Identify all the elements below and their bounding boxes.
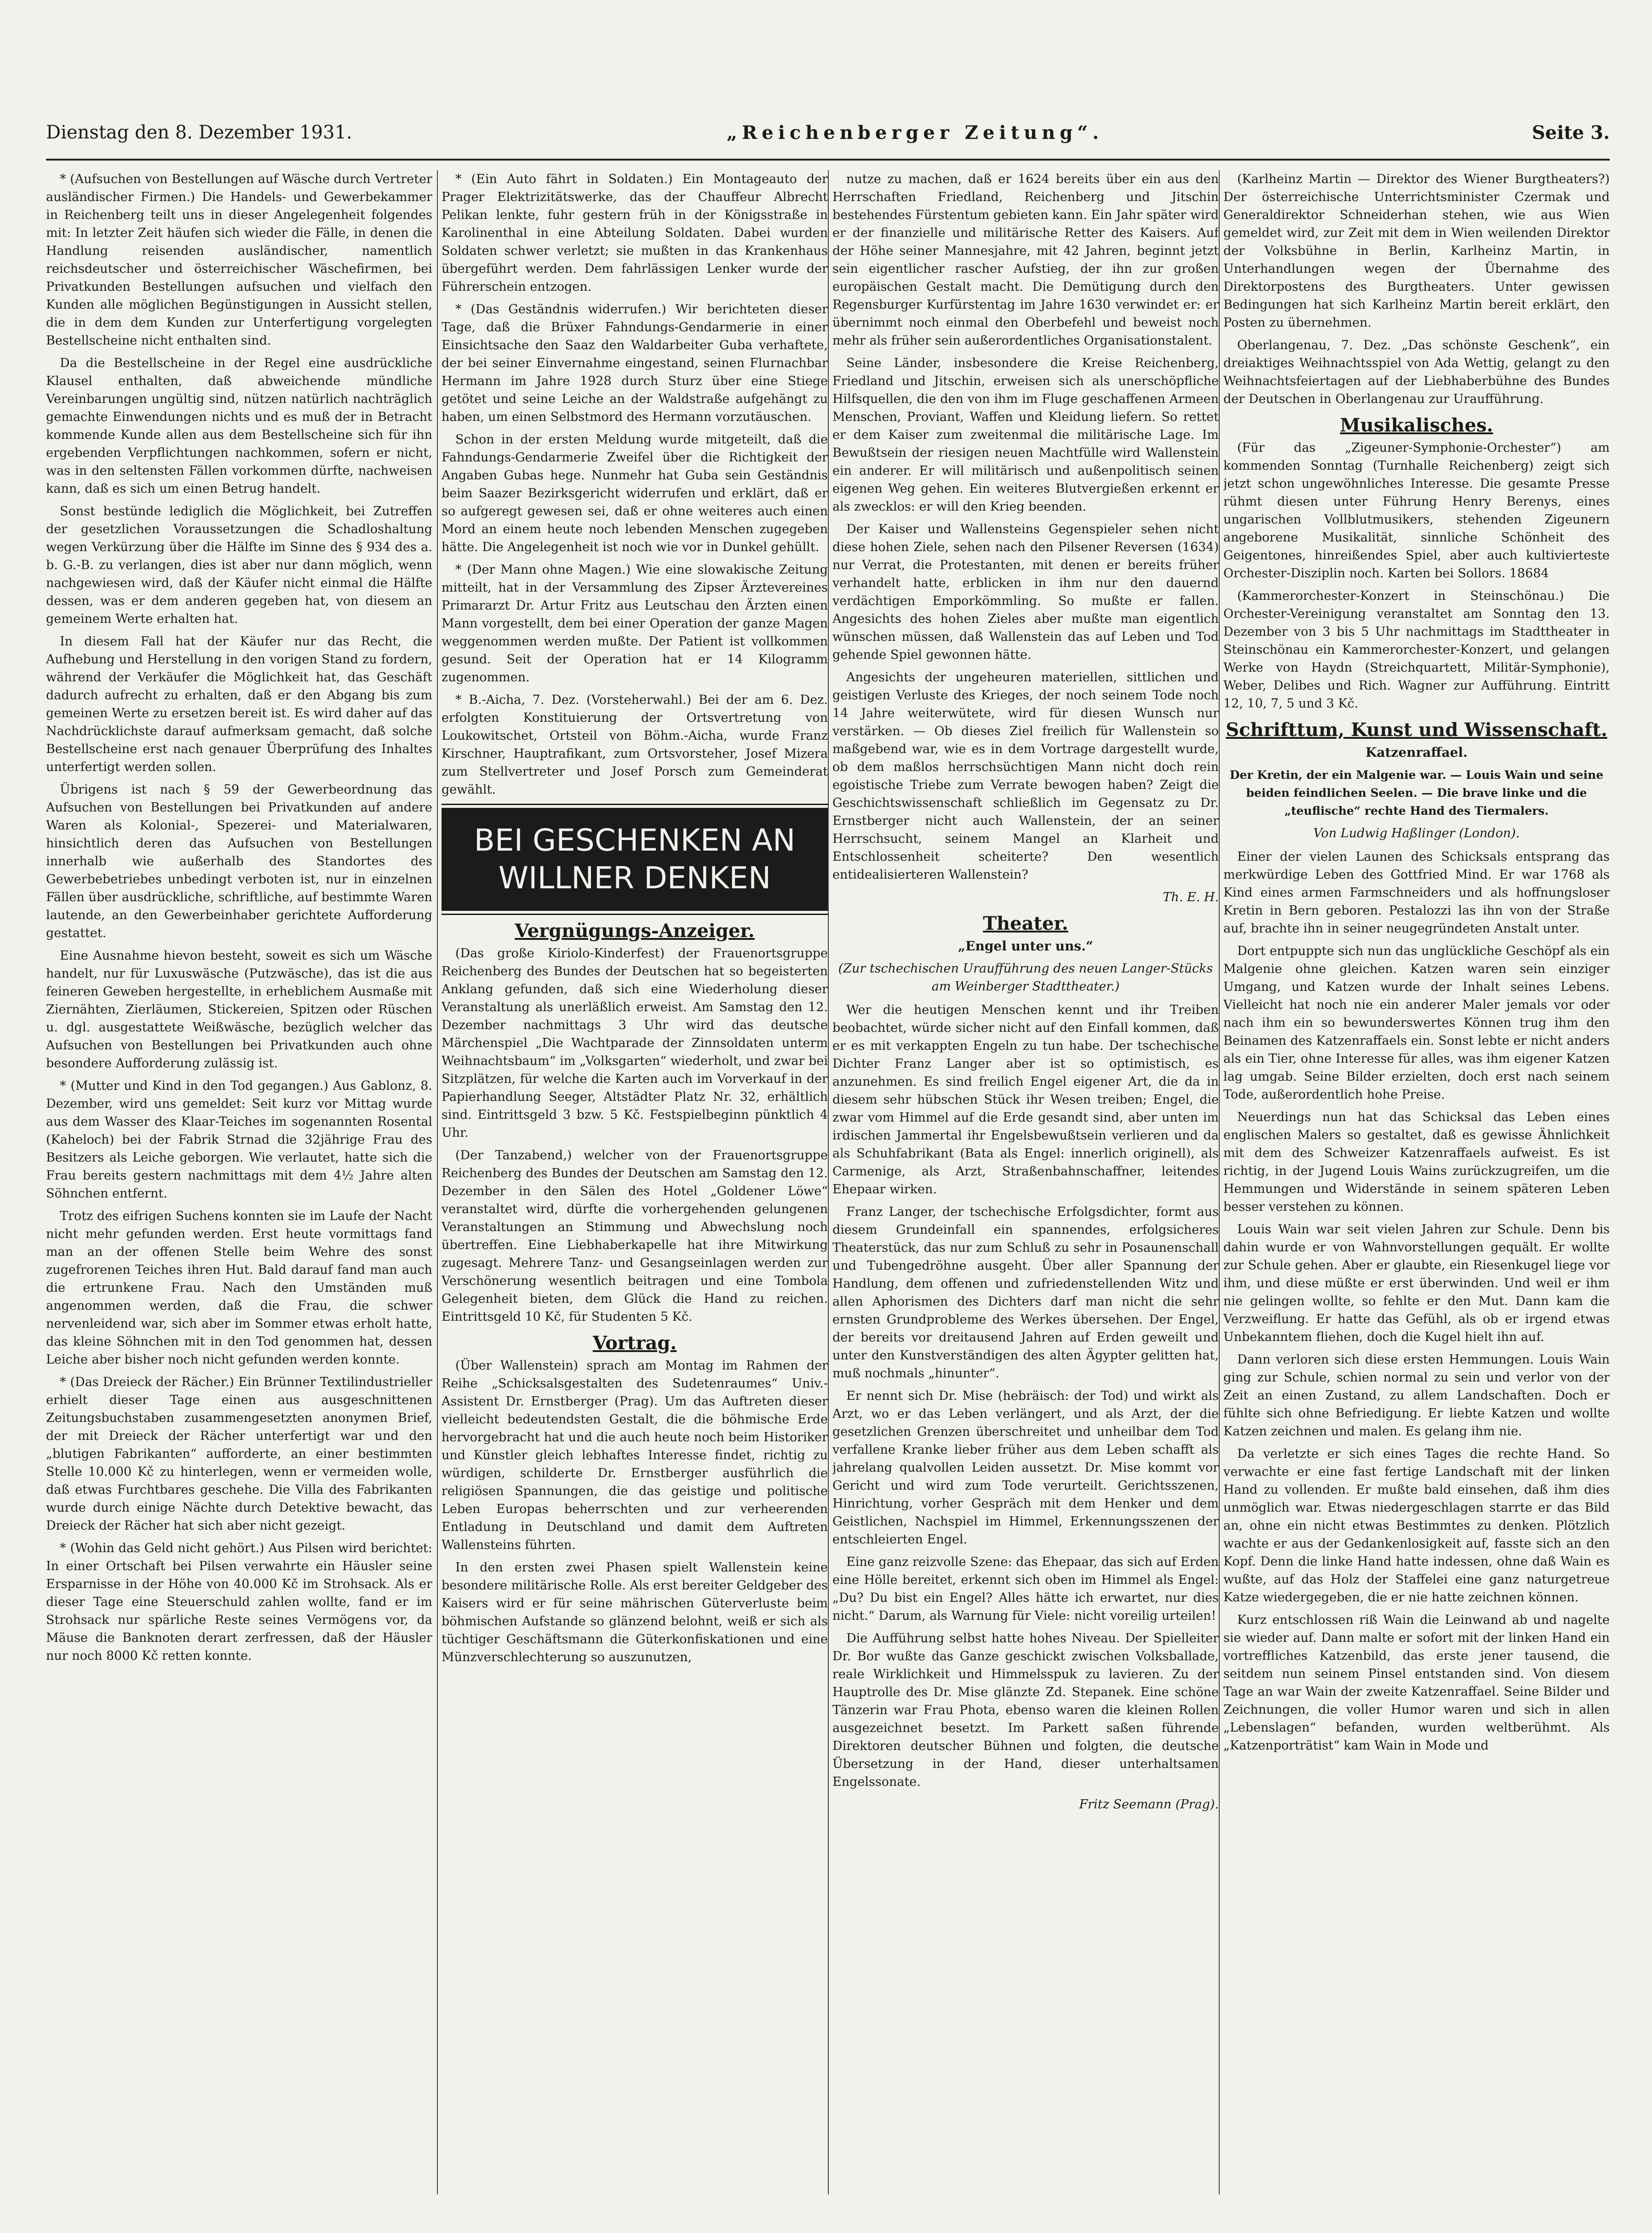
section-title-theater: Theater. <box>983 913 1068 934</box>
column-4 <box>1223 170 1610 2194</box>
column-divider <box>437 170 438 2194</box>
article-byline: Von Ludwig Haßlinger (London). <box>1313 826 1520 840</box>
article-paragraph: Übrigens ist nach § 59 der Gewerbeordnung das Aufsuchen von Bestellungen bei Privatkunden auf andere Waren als Kolonial-, Spezerei- und Materialwaren, hinsichtlich deren das Aufsuchen von Bestellungen innerhalb wie außerhalb des Standortes des Gewerbebetriebes unbedingt verboten ist, nur in einzelnen Fällen über ausdrückliche, schriftliche, auf bestimmte Waren lautende, an den Gewerbeinhaber gerichtete Aufforderung gestattet. <box>46 783 432 940</box>
header-page-number: Seite 3. <box>1532 122 1610 144</box>
article-paragraph: * B.-Aicha, 7. Dez. (Vorsteherwahl.) Bei der am 6. Dez. erfolgten Konstituierung der Ortsvertretung von Loukowitschet, Ortsteil von Böhm.-Aicha, wurde Franz Kirschner, Hauptrafikant, zum Ortsvorsteher, Josef Mizera zum Stellvertreter und Josef Porsch zum Gemeinderat gewählt. <box>442 693 828 797</box>
article-paragraph: nutze zu machen, daß er 1624 bereits über ein aus den Herrschaften Friedland, Reichenberg und Jitschin bestehendes Fürstentum gebieten kann. Ein Jahr später wird er der finanzielle und militärische Retter des Kaisers. Auf der Höhe seiner Mannesjahre, mit 42 Jahren, beginnt jetzt sein eigentlicher rascher Aufstieg, der ihn zur großen europäischen Gestalt macht. Die Demütigung durch den Regensburger Kurfürstentag im Jahre 1630 verwindet er: er übernimmt noch einmal den Oberbefehl und beweist noch mehr als früher sein außerordentliches Organisationstalent. <box>832 172 1219 348</box>
article-paragraph: Franz Langer, der tschechische Erfolgsdichter, formt aus diesem Grundeinfall ein spannendes, erfolgsicheres Theaterstück, das nur zum Schluß zu sehr in Posaunenschall und Tubengedröhne ausgeht. Über aller Spannung der Handlung, dem offenen und zufriedenstellenden Witz und allen Aphorismen des Dichters darf man nicht die sehr ernsten Grundprobleme des Werkes übersehen. Der Engel, der bereits vor dreitausend Jahren auf Erden geweilt und unter den Kunstverständigen des alten Ägypter gelitten hat, muß nochmals „hinunter“. <box>832 1205 1219 1381</box>
column-divider <box>1219 170 1220 2194</box>
author-signature: Th. E. H. <box>1163 890 1219 904</box>
section-title-vortrag: Vortrag. <box>592 1332 677 1354</box>
section-title-vergnuegungs: Vergnügungs-Anzeiger. <box>515 920 755 942</box>
article-paragraph: Der Kaiser und Wallensteins Gegenspieler sehen nicht diese hohen Ziele, sehen nach den Pilsener Reversen (1634) nur Verrat, die Protestanten, mit denen er bereits früher verhandelt hatte, erblicken in ihm nur den dauernd verdächtigen Emporkömmling. So mußte er fallen. Angesichts des hohen Zieles aber mußte man eigentlich wünschen müssen, daß Wallenstein das auf Leben und Tod gehende Spiel gewonnen hätte. <box>832 522 1219 662</box>
article-paragraph: (Karlheinz Martin — Direktor des Wiener Burgtheaters?) Der österreichische Unterrichtsminister Czermak und Generaldirektor Schneiderhan stehen, wie aus Wien gemeldet wird, zur Zeit mit dem in Wien weilenden Direktor der Volksbühne in Berlin, Karlheinz Martin, in Unterhandlungen wegen der Übernahme des Direktorpostens des Burgtheaters. Unter gewissen Bedingungen hat sich Karlheinz Martin bereit erklärt, den Posten zu übernehmen. <box>1223 172 1610 330</box>
column-1 <box>46 170 432 2194</box>
article-deck: Der Kretin, der ein Malgenie war. — Louis Wain und seine beiden feindlichen Seelen. — Die brave linke und die „teuflische“ rechte Hand des Tiermalers. <box>1229 768 1604 817</box>
article-paragraph: Wer die heutigen Menschen kennt und ihr Treiben beobachtet, würde sicher nicht auf den Einfall kommen, daß er es mit verkappten Engeln zu tun habe. Der tschechische Dichter Franz Langer aber ist so optimistisch, es anzunehmen. Es sind freilich Engel eigener Art, die da in diesem sehr hübschen Stück ihr Wesen treiben; Engel, die zwar vom Himmel auf die Erde gesandt sind, aber unten im irdischen Jammertal ihr Engelsbewußtsein verlieren und da als Schuhfabrikant (Bata als Engel: innerlich originell), als Carmenige, als Arzt, Straßenbahnschaffner, leitendes Ehepaar wirken. <box>832 1003 1219 1197</box>
header-newspaper-title: „Reichenberger Zeitung“. <box>727 122 1104 144</box>
article-paragraph: * (Das Dreieck der Rächer.) Ein Brünner Textilindustrieller erhielt dieser Tage einen aus ausgeschnittenen Zeitungsbuchstaben zusammengesetzten anonymen Brief, der mit Dreieck der Rächer unterfertigt war und den „blutigen Fabrikanten“ aufforderte, an einer bestimmten Stelle 10.000 Kč zu hinterlegen, wenn er vermeiden wolle, daß etwas Furchtbares geschehe. Die Villa des Fabrikanten wurde durch einige Nächte durch Detektive bewacht, das Dreieck der Rächer hat sich aber nicht gezeigt. <box>46 1375 432 1533</box>
article-paragraph: In diesem Fall hat der Käufer nur das Recht, die Aufhebung und Herstellung in den vorigen Stand zu fordern, während der Verkäufer die Möglichkeit hat, das Geschäft dadurch aufrecht zu erhalten, daß er den Abgang bis zum gemeinen Werte zu ersetzen bereit ist. Es wird daher auf das Nachdrücklichste darauf aufmerksam gemacht, daß solche Bestellscheine erst nach genauer Überprüfung des Inhaltes unterfertigt werden sollen. <box>46 634 432 774</box>
column-divider <box>828 170 829 2194</box>
header-rule <box>46 159 1610 161</box>
article-paragraph: * (Das Geständnis widerrufen.) Wir berichteten dieser Tage, daß die Brüxer Fahndungs-Gendarmerie in einer Einsichtsache den Saaz den Waldarbeiter Guba verhaftete, der bei seiner Einvernahme eingestand, seinen Flurnachbar Hermann im Jahre 1928 durch Sturz über eine Stiege getötet und seine Leiche an der Waldstraße aufgehängt zu haben, um einen Selbstmord des Hermann vorzutäuschen. <box>442 302 828 424</box>
article-paragraph: (Das große Kiriolo-Kinderfest) der Frauenortsgruppe Reichenberg des Bundes der Deutschen hat so begeisterten Anklang gefunden, daß sich eine Wiederholung dieser Veranstaltung als unerläßlich erweist. Am Samstag den 12. Dezember nachmittags 3 Uhr wird das deutsche Märchenspiel „Die Wachtparade der Zinnsoldaten unterm Weihnachtsbaum“ im „Volksgarten“ wiederholt, und zwar bei Sitzplätzen, für welche die Karten auch im Vorverkauf in der Papierhandlung Seeger, Altstädter Platz Nr. 32, erhältlich sind. Eintrittsgeld 3 bzw. 5 Kč. Festspielbeginn pünktlich 4 Uhr. <box>442 946 828 1140</box>
article-paragraph: Louis Wain war seit vielen Jahren zur Schule. Denn bis dahin wurde er von Wahnvorstellungen gequält. Er wollte zur Schule gehen. Aber er glaubte, ein Riesenkugel liege vor ihm, und diese müßte er erst überwinden. Und weil er ihm nie gelingen wollte, so fehlte er den Mut. Dann kam die Verzweiflung. Er hatte das Gefühl, als ob er irgend etwas Unbekanntem fliehen, doch die Kugel hielt ihn auf. <box>1223 1222 1610 1344</box>
article-paragraph: Eine Ausnahme hievon besteht, soweit es sich um Wäsche handelt, nur für Luxuswäsche (Putzwäsche), das ist die aus feineren Geweben hergestellte, in erheblichem Ausmaße mit Ziernähten, Zierläumen, Stickereien, Spitzen oder Rüschen u. dgl. ausgestattete Weißwäsche, bezüglich welcher das Aufsuchen von Bestellungen bei Privatkunden auch ohne besondere Aufforderung zulässig ist. <box>46 949 432 1070</box>
article-paragraph: Eine ganz reizvolle Szene: das Ehepaar, das sich auf Erden eine Hölle bereitet, erkennt sich oben im Himmel als Engel: „Du? Du bist ein Engel? Alles hätte ich erwartet, nur dies nicht.“ Darum, als Warnung für Viele: nicht voreilig urteilen! <box>832 1555 1219 1623</box>
header-date: Dienstag den 8. Dezember 1931. <box>46 122 352 143</box>
author-signature: Fritz Seemann (Prag). <box>1079 1797 1219 1812</box>
section-subtitle: Katzenraffael. <box>1365 745 1468 760</box>
article-paragraph: Einer der vielen Launen des Schicksals entsprang das merkwürdige Leben des Gottfried Mind. Er war 1768 als Kind eines armen Farmschneiders und als hoffnungsloser Kretin in Bern geboren. Pestalozzi las ihn von der Straße auf, brachte ihn in seiner neugegründeten Anstalt unter. <box>1223 850 1610 936</box>
article-paragraph: Oberlangenau, 7. Dez. „Das schönste Geschenk“, ein dreiaktiges Weihnachtsspiel von Ada Wettig, gelangt zu den Weihnachtsfeiertagen auf der Liebhaberbühne des Bundes der Deutschen in Oberlangenau zur Uraufführung. <box>1223 338 1610 406</box>
article-paragraph: Seine Länder, insbesondere die Kreise Reichenberg, Friedland und Jitschin, erweisen sich als unerschöpfliche Hilfsquellen, die den von ihm im Fluge geschaffenen Armeen Menschen, Proviant, Waffen und Kleidung liefern. So rettet er dem Kaiser zum zweitenmal die militärische Lage. Im Bewußtsein der riesigen neuen Machtfülle wird Wallenstein ein anderer. Er will militärisch und außenpolitisch seinen eigenen Weg gehen. Ein weiteres Blutvergießen erkennt er als zwecklos: er will den Krieg beenden. <box>832 356 1219 514</box>
article-paragraph: Dann verloren sich diese ersten Hemmungen. Louis Wain ging zur Schule, schien normal zu sein und verlor von der Zeit an einen Zustand, zu allem Landschaften. Doch er fühlte sich ohne Befriedigung. Er liebte Katzen und wollte Katzen zeichnen und malen. Es gelang ihm nie. <box>1223 1352 1610 1439</box>
article-paragraph: In den ersten zwei Phasen spielt Wallenstein keine besondere militärische Rolle. Als erst bereiter Geldgeber des Kaisers wird er für seine mährischen Güterverluste beim böhmischen Aufstande so glänzend belohnt, weiß er sich als tüchtiger Geschäftsmann die Güterkonfiskationen und eine Münzverschlechterung so auszunutzen, <box>442 1560 828 1664</box>
article-paragraph: Er nennt sich Dr. Mise (hebräisch: der Tod) und wirkt als Arzt, wo er das Leben verlängert, und als Arzt, der die gesetzlichen Grenzen überschreitet und unheilbar dem Tod verfallene Kranke lieber früher aus dem Leben schafft als jahrelang qualvollen Leiden aussetzt. Dr. Mise kommt vor Gericht und wird zum Tode verurteilt. Gerichtsszenen, Hinrichtung, vorher Gespräch mit dem Henker und dem Geistlichen, Nachspiel im Himmel, Erkennungsszenen der entschleierten Engel. <box>832 1389 1219 1547</box>
article-paragraph: Schon in der ersten Meldung wurde mitgeteilt, daß die Fahndungs-Gendarmerie Zweifel über die Richtigkeit der Angaben Gubas hege. Nunmehr hat Guba sein Geständnis beim Saazer Bezirksgericht widerrufen und erklärt, daß er so aufgeregt gewesen sei, daß er ohne weiteres auch einen Mord an einem heute noch lebenden Menschen zugegeben hätte. Die Angelegenheit ist noch wie vor in Dunkel gehüllt. <box>442 432 828 554</box>
article-paragraph: Angesichts der ungeheuren materiellen, sittlichen und geistigen Verluste des Krieges, der noch seinem Tode noch 14 Jahre weiterwütete, wird für diesen Wunsch nur verstärken. — Ob dieses Ziel freilich für Wallenstein so maßgebend war, wie es in dem Vortrage dargestellt wurde, ob dem maßlos herrschsüchtigen Mann nicht doch rein egoistische Triebe zum Verrate bewogen haben? Zeigt die Geschichtswissenschaft schließlich im Gegensatz zu Dr. Ernstberger nicht auch Wallenstein, der an seiner Herrschsucht, seinem Mangel an Klarheit und Entschlossenheit scheiterte? Den wesentlich entidealisierteren Wallenstein? <box>832 670 1219 882</box>
article-paragraph: Trotz des eifrigen Suchens konnten sie im Laufe der Nacht nicht mehr gefunden werden. Erst heute vormittags fand man an der offenen Stelle beim Wehre des sonst zugefrorenen Teiches ihren Hut. Bald darauf fand man auch die ertrunkene Frau. Nach den Umständen muß angenommen werden, daß die Frau, die schwer nervenleidend war, sich aber im Sommer etwas erholt hatte, das kleine Söhnchen mit in den Tod genommen hat, dessen Leiche aber bisher noch nicht gefunden werden konnte. <box>46 1209 432 1367</box>
article-paragraph: * (Wohin das Geld nicht gehört.) Aus Pilsen wird berichtet: In einer Ortschaft bei Pilsen verwahrte ein Häusler seine Ersparnisse in der Höhe von 40.000 Kč im Strohsack. Als er dieser Tage eine Steuerschuld zahlen wollte, fand er im Strohsack nur spärliche Reste seines Vermögens vor, da Mäuse die Banknoten derart zerfressen, daß der Häusler nur noch 8000 Kč retten konnte. <box>46 1541 432 1663</box>
article-paragraph: (Über Wallenstein) sprach am Montag im Rahmen der Reihe „Schicksalsgestalten des Sudetenraumes“ Univ.-Assistent Dr. Ernstberger (Prag). Um das Auftreten dieser vielleicht bedeutendsten Gestalt, die die böhmische Erde hervorgebracht hat und die auch heute noch beim Historiker und Künstler gleich lebhaftes Interesse findet, richtig zu würdigen, schilderte Dr. Ernstberger ausführlich die religiösen Spannungen, die das geistige und politische Leben Europas beherrschten und zur verheerenden Entladung in Deutschland und damit dem Auftreten Wallensteins führten. <box>442 1358 828 1552</box>
article-paragraph: * (Aufsuchen von Bestellungen auf Wäsche durch Vertreter ausländischer Firmen.) Die Handels- und Gewerbekammer in Reichenberg teilt uns in dieser Angelegenheit folgendes mit: In letzter Zeit häufen sich wieder die Fälle, in denen die Handlung reisenden ausländischer, namentlich reichsdeutscher und österreichischer Wäschefirmen, bei Privatkunden Bestellungen aufsuchen und vielfach den Kunden alle möglichen Begünstigungen in Aussicht stellen, die in dem dem Kunden zur Unterfertigung vorgelegten Bestellscheine nicht enthalten sind. <box>46 172 432 348</box>
column-3 <box>832 170 1219 2194</box>
article-paragraph: * (Der Mann ohne Magen.) Wie eine slowakische Zeitung mitteilt, hat in der Versammlung des Zipser Ärztevereines Primararzt Dr. Artur Fritz aus Leutschau den Ärzten einen Mann vorgestellt, dem bei einer Operation der ganze Magen weggenommen werden mußte. Der Patient ist vollkommen gesund. Seit der Operation hat er 14 Kilogramm zugenommen. <box>442 563 828 685</box>
article-paragraph: Da die Bestellscheine in der Regel eine ausdrückliche Klausel enthalten, daß abweichende mündliche Vereinbarungen ungültig sind, nützen natürlich nachträglich gemachte Einwendungen nichts und es muß der in Betracht kommende Kunde allen aus dem Bestellscheine sich für ihn ergebenden Verpflichtungen nachkommen, sofern er nicht, was in den seltensten Fällen vorkommen dürfte, nachweisen kann, daß es sich um einen Betrug handelt. <box>46 356 432 496</box>
article-paragraph: Die Aufführung selbst hatte hohes Niveau. Der Spielleiter Dr. Bor wußte das Ganze geschickt zwischen Volksballade, reale Wirklichkeit und Himmelsspuk zu lavieren. Zu der Hauptrolle des Dr. Mise glänzte Zd. Stepanek. Eine schöne Tänzerin war Frau Phota, ebenso waren die kleinen Rollen ausgezeichnet besetzt. Im Parkett saßen führende Direktoren deutscher Bühnen und folgten, die deutsche Übersetzung in der Hand, dieser unterhaltsamen Engelssonate. <box>832 1631 1219 1789</box>
page-header <box>46 122 1610 150</box>
column-2 <box>442 170 828 2194</box>
section-title-schrifttum: Schrifttum, Kunst und Wissenschaft. <box>1226 719 1607 741</box>
article-paragraph: Neuerdings nun hat das Schicksal das Leben eines englischen Malers so gestaltet, daß es gewisse Ähnlichkeit mit dem des Schweizer Katzenraffaels aufweist. Es ist richtig, in der Jugend Louis Wains zurückzugreifen, um die Hemmungen und Widerstände in seinem späteren Leben besser verstehen zu können. <box>1223 1110 1610 1214</box>
article-paragraph: (Der Tanzabend,) welcher von der Frauenortsgruppe Reichenberg des Bundes der Deutschen am Samstag den 12. Dezember in den Sälen des Hotel „Goldener Löwe“ veranstaltet wird, dürfte die vorhergehenden gelungenen Veranstaltungen an Stimmung und Abwechslung noch übertreffen. Eine Liebhaberkapelle hat ihre Mitwirkung zugesagt. Mehrere Tanz- und Gesangseinlagen werden zur Verschönerung wesentlich beitragen und eine Tombola Gelegenheit bieten, dem Glück die Hand zu reichen. Eintrittsgeld 10 Kč, für Studenten 5 Kč. <box>442 1148 828 1324</box>
article-paragraph: (Für das „Zigeuner-Symphonie-Orchester“) am kommenden Sonntag (Turnhalle Reichenberg) zeigt sich jetzt schon ungewöhnliches Interesse. Die gesamte Presse rühmt diesen unter Führung Henry Berenys, eines ungarischen Vollblutmusikers, stehenden Zigeunern angeborene Musikalität, sinnliche Schönheit des Geigentones, hinreißendes Spiel, aber auch kultivierteste Orchester-Disziplin noch. Karten bei Sollors. 18684 <box>1223 441 1610 581</box>
article-paragraph: Dort entpuppte sich nun das unglückliche Geschöpf als ein Malgenie ohne gleichen. Katzen waren sein einziger Umgang, und Katzen wurde der Inhalt seines Lebens. Vielleicht hat noch nie ein anderer Maler jemals vor oder nach ihm ein so bewunderswertes Können trug ihm den Beinamen des Katzenraffaels ein. Sonst lebte er nicht anders als ein Tier, ohne Interesse für alles, was ihm eigener Katzen lag umgab. Seine Bilder erzielten, doch erst nach seinem Tode, außerordentlich hohe Preise. <box>1223 944 1610 1102</box>
article-paragraph: * (Mutter und Kind in den Tod gegangen.) Aus Gablonz, 8. Dezember, wird uns gemeldet: Seit kurz vor Mittag wurde aus dem Wasser des Klaar-Teiches im sogenannten Rosental (Kaheloch) bei der Fabrik Strnad die 32jährige Frau des Besitzers als Leiche geborgen. Wie verlautet, hatte sich die Frau bereits gestern nachmittags mit dem 4½ Jahre alten Söhnchen entfernt. <box>46 1079 432 1201</box>
article-intro: (Zur tschechischen Uraufführung des neuen Langer-Stücks am Weinberger Stadttheater.) <box>838 961 1213 994</box>
article-paragraph: Sonst bestünde lediglich die Möglichkeit, bei Zutreffen der gesetzlichen Voraussetzungen die Schadloshaltung wegen Verkürzung über die Hälfte im Sinne des § 934 des a. b. G.-B. zu verlangen, dies ist aber nur dann möglich, wenn nachgewiesen wird, daß der Käufer nicht einmal die Hälfte dessen, was er dem anderen gegeben hat, von diesem an gemeinem Werte erhalten hat. <box>46 504 432 626</box>
advertisement-willner: BEI GESCHENKEN AN WILLNER DENKEN <box>442 808 828 911</box>
article-paragraph: * (Ein Auto fährt in Soldaten.) Ein Montageauto der Prager Elektrizitätswerke, das der Chauffeur Albrecht Pelikan lenkte, fuhr gestern früh in der Königsstraße in Karolinenthal in eine Abteilung Soldaten. Dabei wurden Soldaten schwer verletzt; sie mußten in das Krankenhaus übergeführt werden. Dem fahrlässigen Lenker wurde der Führerschein entzogen. <box>442 172 828 294</box>
article-paragraph: Da verletzte er sich eines Tages die rechte Hand. So verwachte er eine fast fertige Landschaft mit der linken Hand zu vollenden. Er mußte bald einsehen, daß ihm dies unmöglich war. Etwas niedergeschlagen starrte er das Bild an, ohne ein nicht etwas Bestimmtes zu denken. Plötzlich wachte er aus der Gedankenlosigkeit auf, fasste sich an den Kopf. Denn die linke Hand hatte indessen, ohne daß Wain es wußte, auf das Holz der Staffelei eine ganz naturgetreue Katze wiedergegeben, die er nie hatte zeichnen können. <box>1223 1447 1610 1605</box>
section-subtitle: „Engel unter uns.“ <box>958 938 1093 954</box>
section-title-musik: Musikalisches. <box>1340 414 1493 436</box>
article-paragraph: Kurz entschlossen riß Wain die Leinwand ab und nagelte sie wieder auf. Dann malte er sofort mit der linken Hand ein vortreffliches Katzenbild, das erste jener tausend, die seitdem nun seinem Pinsel entstanden sind. Von diesem Tage an war Wain der zweite Katzenraffael. Seine Bilder und Zeichnungen, die voller Humor waren und sich in allen „Lebenslagen“ befanden, wurden weltberühmt. Als „Katzenporträtist“ kam Wain in Mode und <box>1223 1613 1610 1753</box>
article-paragraph: (Kammerorchester-Konzert in Steinschönau.) Die Orchester-Vereinigung veranstaltet am Sonntag den 13. Dezember von 3 bis 5 Uhr nachmittags im Stadttheater in Steinschönau ein Kammerorchester-Konzert, und gelangen Werke von Haydn (Streichquartett, Militär-Symphonie), Weber, Delibes und Rich. Wagner zur Aufführung. Eintritt 12, 10, 7, 5 und 3 Kč. <box>1223 589 1610 711</box>
